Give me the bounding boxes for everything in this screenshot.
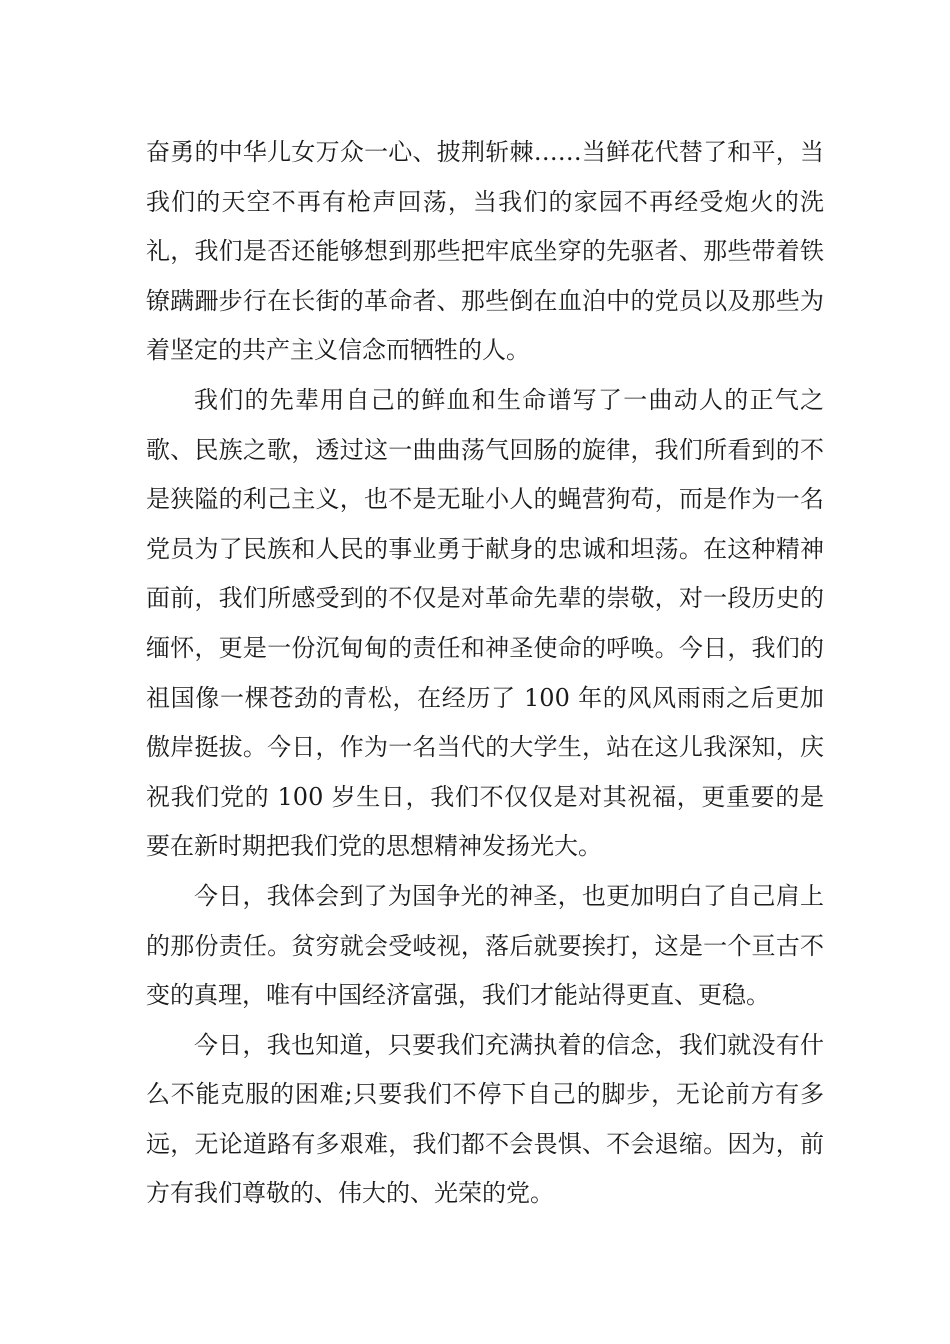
paragraph-3: 今日，我体会到了为国争光的神圣，也更加明白了自己肩上的那份责任。贫穷就会受岐视，落后就要挨打，这是一个亘古不变的真理，唯有中国经济富强，我们才能站得更直、更稳。 bbox=[146, 881, 824, 1010]
paragraph-4: 今日，我也知道，只要我们充满执着的信念，我们就没有什么不能克服的困难;只要我们不停下自己的脚步，无论前方有多远，无论道路有多艰难，我们都不会畏惧、不会退缩。因为，前方有我们尊敬的、伟大的、光荣的党。 bbox=[146, 1030, 824, 1208]
paragraph-1: 奋勇的中华儿女万众一心、披荆斩棘……当鲜花代替了和平，当我们的天空不再有枪声回荡，当我们的家园不再经受炮火的洗礼，我们是否还能够想到那些把牢底坐穿的先驱者、那些带着铁镣蹒跚步行在长街的革命者、那些倒在血泊中的党员以及那些为着坚定的共产主义信念而牺牲的人。 bbox=[146, 138, 824, 365]
document-body bbox=[146, 128, 824, 1219]
paragraph-2: 我们的先辈用自己的鲜血和生命谱写了一曲动人的正气之歌、民族之歌，透过这一曲曲荡气回肠的旋律，我们所看到的不是狭隘的利己主义，也不是无耻小人的蝇营狗苟，而是作为一名党员为了民族和人民的事业勇于献身的忠诚和坦荡。在这种精神面前，我们所感受到的不仅是对革命先辈的崇敬，对一段历史的缅怀，更是一份沉甸甸的责任和神圣使命的呼唤。今日，我们的祖国像一棵苍劲的青松，在经历了 100 年的风风雨雨之后更加傲岸挺拔。今日，作为一名当代的大学生，站在这儿我深知，庆祝我们党的 100 岁生日，我们不仅仅是对其祝福，更重要的是要在新时期把我们党的思想精神发扬光大。 bbox=[146, 385, 824, 861]
